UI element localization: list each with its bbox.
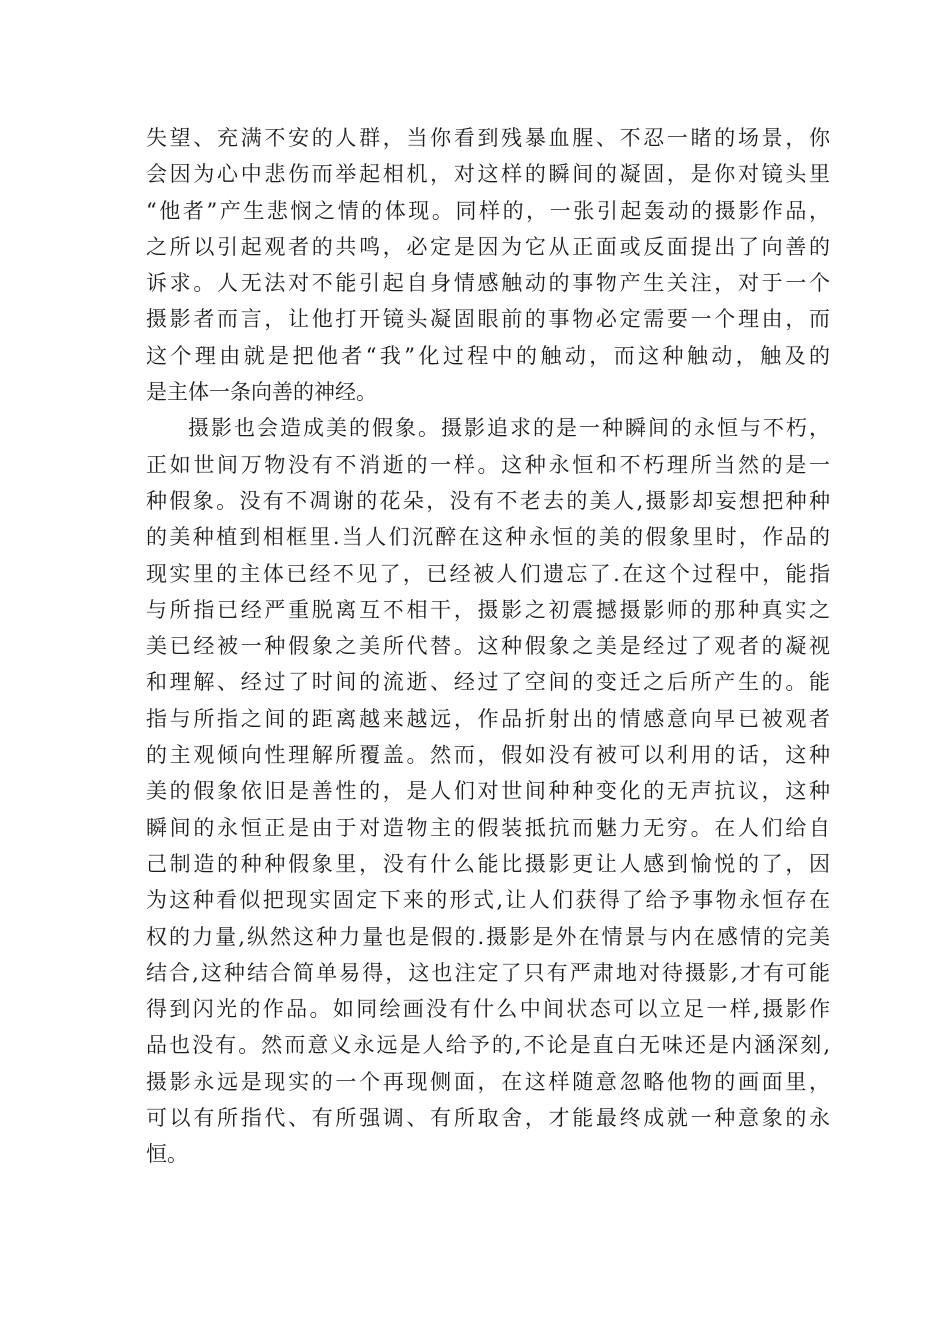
text-line: 美的假象依旧是善性的，是人们对世间种种变化的无声抗议，这种	[146, 779, 830, 804]
text-line: 失望、充满不安的人群，当你看到残暴血腥、不忍一睹的场景，你	[146, 126, 830, 150]
text-line: 可以有所指代、有所强调、有所取舍，才能最终成就一种意象的永	[146, 1106, 830, 1131]
text-line: 正如世间万物没有不消逝的一样。这种永恒和不朽理所当然的是一	[146, 452, 830, 477]
text-line: 品也没有。然而意义永远是人给予的,不论是直白无味还是内涵深刻,	[146, 1033, 830, 1058]
text-line: 的美种植到相框里.当人们沉醉在这种永恒的美的假象里时，作品的	[146, 525, 830, 550]
text-line: 是主体一条向善的神经。	[146, 380, 377, 405]
text-line: “他者”产生悲悯之情的体现。同样的，一张引起轰动的摄影作品，	[146, 198, 830, 223]
text-line: 恒。	[146, 1142, 188, 1167]
text-line: 摄影也会造成美的假象。摄影追求的是一种瞬间的永恒与不朽，	[188, 416, 830, 441]
text-line: 这个理由就是把他者“我”化过程中的触动，而这种触动，触及的	[146, 343, 830, 368]
text-line: 种假象。没有不凋谢的花朵，没有不老去的美人,摄影却妄想把种种	[146, 488, 830, 513]
text-line: 之所以引起观者的共鸣，必定是因为它从正面或反面提出了向善的	[146, 234, 830, 259]
text-line: 得到闪光的作品。如同绘画没有什么中间状态可以立足一样,摄影作	[146, 997, 830, 1022]
text-line: 和理解、经过了时间的流逝、经过了空间的变迁之后所产生的。能	[146, 670, 830, 695]
paragraph-2	[146, 410, 830, 1172]
text-line: 瞬间的永恒正是由于对造物主的假装抵抗而魅力无穷。在人们给自	[146, 815, 830, 840]
text-line: 己制造的种种假象里，没有什么能比摄影更让人感到愉悦的了，因	[146, 851, 830, 876]
text-line: 与所指已经严重脱离互不相干，摄影之初震撼摄影师的那种真实之	[146, 597, 830, 622]
text-line: 结合,这种结合简单易得，这也注定了只有严肃地对待摄影,才有可能	[146, 960, 830, 985]
text-line: 摄影者而言，让他打开镜头凝固眼前的事物必定需要一个理由，而	[146, 307, 830, 332]
text-line: 指与所指之间的距离越来越远，作品折射出的情感意向早已被观者	[146, 706, 830, 731]
paragraph-1	[146, 120, 830, 410]
text-line: 现实里的主体已经不见了，已经被人们遗忘了.在这个过程中，能指	[146, 561, 830, 586]
text-line: 会因为心中悲伤而举起相机，对这样的瞬间的凝固，是你对镜头里	[146, 162, 830, 187]
text-line: 摄影永远是现实的一个再现侧面，在这样随意忽略他物的画面里，	[146, 1069, 830, 1094]
text-line: 权的力量,纵然这种力量也是假的.摄影是外在情景与内在感情的完美	[146, 924, 830, 949]
body-text	[146, 120, 830, 1173]
text-line: 为这种看似把现实固定下来的形式,让人们获得了给予事物永恒存在	[146, 888, 830, 913]
text-line: 美已经被一种假象之美所代替。这种假象之美是经过了观者的凝视	[146, 634, 830, 659]
text-line: 诉求。人无法对不能引起自身情感触动的事物产生关注，对于一个	[146, 271, 830, 296]
text-line: 的主观倾向性理解所覆盖。然而，假如没有被可以利用的话，这种	[146, 743, 830, 768]
